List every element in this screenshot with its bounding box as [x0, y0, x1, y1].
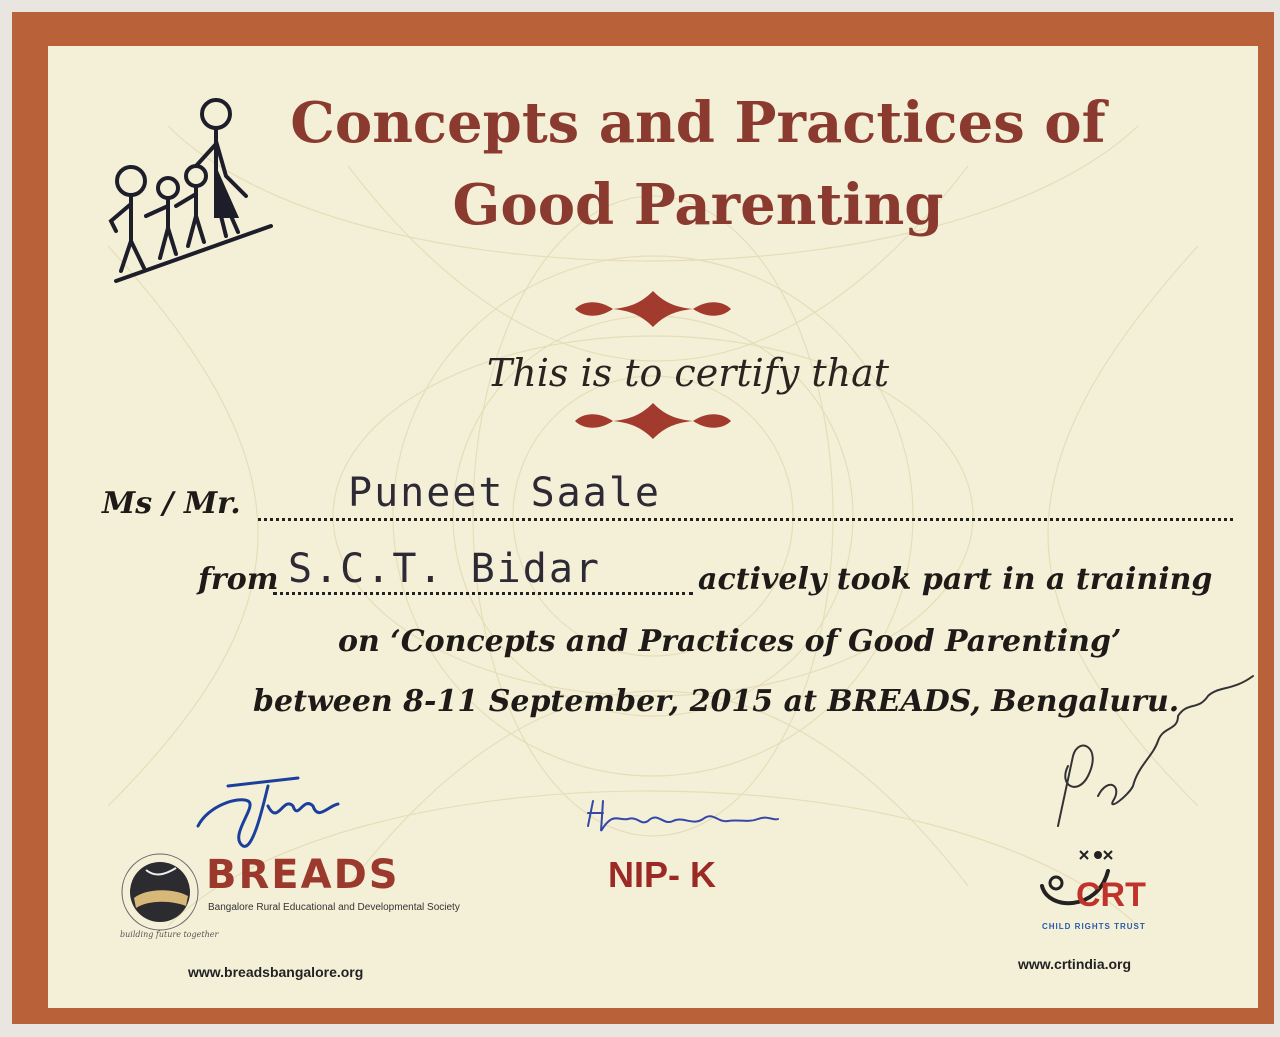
crt-url: www.crtindia.org	[1018, 956, 1132, 972]
crt-signature	[1038, 646, 1258, 836]
crt-wordmark: CRT	[1076, 876, 1146, 914]
certificate-title-line2: Good Parenting	[452, 172, 944, 238]
family-stick-figure-icon	[76, 96, 276, 286]
participation-text: actively took part in a training	[698, 562, 1213, 597]
breads-fullname: Bangalore Rural Educational and Developmental Society	[208, 902, 460, 913]
participant-name: Puneet Saale	[348, 470, 661, 516]
training-date-line: between 8-11 September, 2015 at BREADS, Bengaluru.	[253, 684, 1180, 719]
crt-fullname: CHILD RIGHTS TRUST	[1042, 922, 1146, 931]
certificate-frame	[12, 12, 1274, 1024]
name-dotted-line	[258, 518, 1233, 521]
training-title-line: on ‘Concepts and Practices of Good Parenting’	[338, 624, 1122, 659]
ornament-top-icon	[573, 289, 733, 329]
organization-name: S.C.T. Bidar	[288, 546, 601, 592]
certificate-title-line1: Concepts and Practices of	[290, 90, 1106, 156]
breads-wordmark: BREADS	[206, 852, 400, 898]
from-dotted-line	[273, 592, 693, 595]
nipk-logo: NIP- K	[608, 854, 716, 895]
from-label: from	[198, 562, 279, 597]
salutation: Ms / Mr.	[102, 486, 241, 521]
ornament-bottom-icon	[573, 401, 733, 441]
certify-text: This is to certify that	[486, 351, 890, 395]
nipk-signature	[583, 791, 783, 841]
breads-tagline: building future together	[120, 930, 219, 939]
breads-globe-logo-icon	[116, 848, 204, 936]
breads-signature	[188, 766, 348, 856]
breads-url: www.breadsbangalore.org	[188, 964, 364, 980]
certificate	[48, 46, 1258, 1008]
